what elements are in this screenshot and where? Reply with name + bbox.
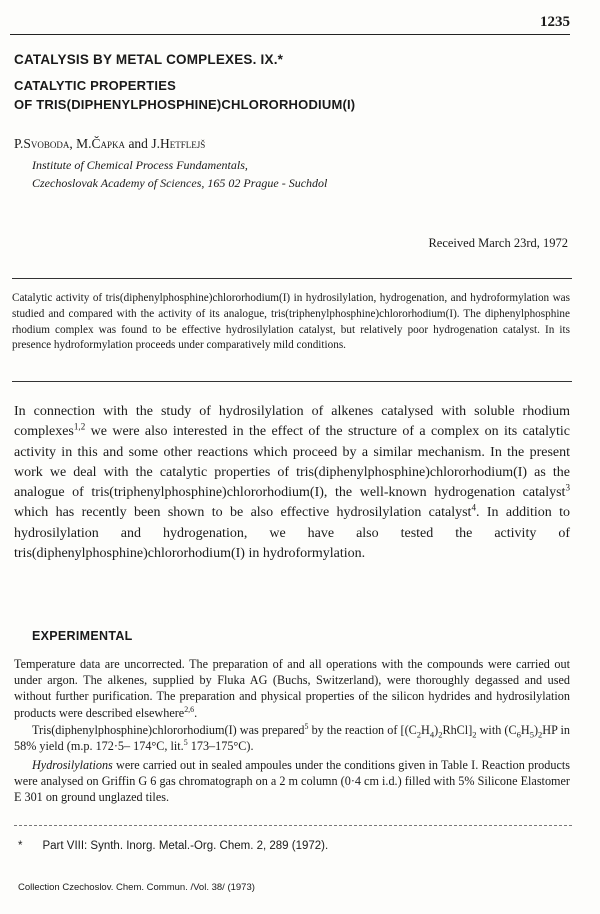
reference-marker: 1,2 [73, 421, 86, 432]
journal-citation-footer: Collection Czechoslov. Chem. Commun. /Vol. 38/ (1973) [18, 882, 255, 893]
author-1-name: Svoboda [23, 136, 70, 151]
introduction-paragraph: In connection with the study of hydrosilylation of alkenes catalysed with soluble rhodium complexes$^{1,2}$ we were also interested in the effect of the structure of a complex on its catalytic activity in this and some other reactions which proceed by a similar mechanism. In the present work we deal with the catalytic properties of tris(diphenylphosphine)chlororhodium(I) as the analogue of tris(triphenylphosphine)chlororhodium(I), the well-known hydrogenation catalyst$^3$ which has recently been shown to be also effective hydrosilylation catalyst$^4$. In addition to hydrosilylation and hydrogenation, we have also tested the activity of tris(diphenylphosphine)chlororhodium(I) in hydroformylation. [14, 404, 570, 562]
abstract-bottom-rule [12, 381, 572, 382]
affiliation-line-1: Institute of Chemical Process Fundamentals, [32, 158, 248, 172]
author-separator: and [125, 136, 152, 151]
reference-marker: 3 [565, 482, 570, 493]
reference-marker: 2,6 [184, 704, 195, 714]
reference-marker: 5 [183, 738, 188, 748]
author-2-name: Čapka [91, 136, 126, 151]
received-date: Received March 23rd, 1972 [428, 236, 568, 250]
affiliation-line-2: Czechoslovak Academy of Sciences, 165 02 Prague - Suchdol [32, 176, 328, 190]
article-title-line-1: CATALYSIS BY METAL COMPLEXES. IX.* [14, 52, 284, 67]
author-1-initial: P. [14, 136, 24, 151]
footnote-text: Part VIII: Synth. Inorg. Metal.-Org. Chem. 2, 289 (1972). [42, 840, 329, 852]
experimental-paragraph-1: Temperature data are uncorrected. The preparation of and all operations with the compounds were carried out under argon. The alkenes, supplied by Fluka AG (Buchs, Switzerland), were thoroughly degassed and used without further purification. The preparation and physical properties of the silicon hydrides and hydrosilylation products were described elsewhere$^{2,6}$. [14, 657, 570, 720]
abstract: Catalytic activity of tris(diphenylphosphine)chlororhodium(I) in hydrosilylation, hydrogenation, and hydroformylation was studied and compared with the activity of its analogue, tris(triphenylphosphine)chlororhodium(I). The diphenylphosphine rhodium complex was found to be effective hydrosilylation catalyst, but relatively poor hydrogenation catalyst. In its presence hydroformylation proceeds under comparatively mild conditions. [12, 292, 570, 352]
article-title-line-2: CATALYTIC PROPERTIES [14, 78, 176, 93]
experimental-paragraph-2: Tris(diphenylphosphine)chlororhodium(I) was prepared$^5$ by the reaction of $[(C_2H_4)_2RhCl]_2$ with $(C_6H_5)_2HP$ in 58% yield (m.p. 172·5– 174°C, lit.$^5$ 173–175°C). [14, 721, 571, 754]
abstract-top-rule [12, 278, 572, 279]
section-heading-experimental: EXPERIMENTAL [32, 629, 133, 643]
author-3-name: Hetflejš [159, 136, 206, 151]
reference-marker: 4 [471, 502, 476, 513]
author-3-initial: J. [151, 136, 160, 151]
author-2-initial: M. [76, 136, 92, 151]
footnote-rule [14, 825, 572, 826]
header-rule [10, 34, 570, 35]
author-separator: , [69, 136, 77, 151]
reference-marker: 5 [304, 721, 309, 731]
author-list [14, 136, 205, 152]
page-number: 1235 [540, 14, 570, 30]
experimental-paragraph-3: Hydrosilylations were carried out in sealed ampoules under the conditions given in Table I. Reaction products were analysed on Griffin G 6 gas chromatograph on a 2 m column (0·4 cm i.d.) filled with 5% Silicone Elastomer E 301 on ground unglazed tiles. [14, 758, 570, 805]
footnote-marker: * [18, 840, 23, 852]
footnote [18, 840, 328, 852]
article-title-line-3: OF TRIS(DIPHENYLPHOSPHINE)CHLORORHODIUM(I) [14, 97, 356, 112]
